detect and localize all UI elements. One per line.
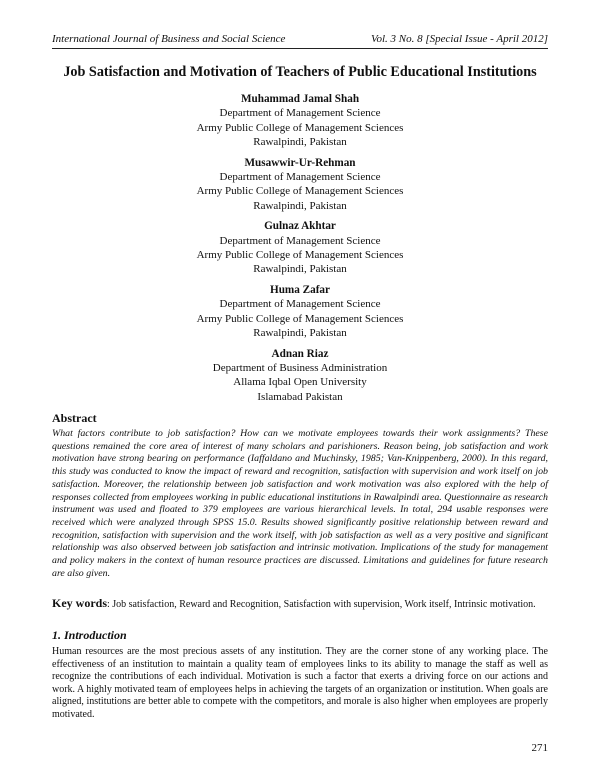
- author-block: [0, 347, 600, 405]
- author-block: [0, 219, 600, 277]
- running-header: [52, 33, 548, 45]
- keywords-text: : Job satisfaction, Reward and Recognition, Satisfaction with supervision, Work itself, Intrinsic motivation.: [107, 599, 536, 610]
- author-name: Musawwir-Ur-Rehman: [244, 156, 356, 169]
- issue-info: Vol. 3 No. 8 [Special Issue - April 2012]: [370, 33, 548, 45]
- author-block: [0, 283, 600, 341]
- author-affiliation-line: Army Public College of Management Sciences: [196, 249, 404, 262]
- author-name: Muhammad Jamal Shah: [240, 93, 360, 105]
- author-name: Huma Zafar: [270, 283, 330, 296]
- introduction-heading: 1. Introduction: [52, 628, 127, 642]
- author-block: [0, 156, 600, 214]
- author-affiliation-line: Department of Management Science: [219, 171, 381, 184]
- author-affiliation-line: Department of Business Administration: [212, 361, 388, 374]
- author-affiliation-line: Army Public College of Management Sciences: [196, 121, 404, 134]
- header-rule: [52, 48, 548, 49]
- paper-title: Job Satisfaction and Motivation of Teachers of Public Educational Institutions: [63, 64, 537, 80]
- author-affiliation-line: Department of Management Science: [219, 107, 381, 120]
- author-list: [0, 92, 600, 410]
- journal-name: International Journal of Business and Social Science: [52, 33, 286, 45]
- abstract-heading: Abstract: [52, 411, 97, 425]
- author-affiliation-line: Army Public College of Management Sciences: [196, 185, 404, 198]
- page-number: 271: [531, 742, 548, 754]
- author-affiliation-line: Army Public College of Management Sciences: [196, 312, 404, 325]
- author-affiliation-line: Allama Iqbal Open University: [233, 376, 367, 389]
- keywords: [52, 597, 548, 611]
- author-affiliation-line: Department of Management Science: [219, 234, 381, 247]
- author-affiliation-line: Rawalpindi, Pakistan: [253, 136, 347, 149]
- author-affiliation-line: Rawalpindi, Pakistan: [253, 199, 347, 212]
- author-affiliation-line: Islamabad Pakistan: [257, 390, 343, 403]
- abstract-text: What factors contribute to job satisfaction? How can we motivate employees towards their work assignments? These questions remained the core area of interest of many scholars and parishioners. Reason being, job satisfaction and work motivation have strong bearing on performance (Iaffaldano and Muchinsky, 1985; Van-Knippenberg, 2000). In this regard, this study was conducted to know the impact of reward and recognition, satisfaction with supervision and work itself on job satisfaction. Moreover, the relationship between job satisfaction and work motivation was also explored with the help of responses collected from employees working in public educational institutions in Rawalpindi area. Questionnaire as research instrument was used and floated to 379 employees are various hierarchical levels. In total, 294 usable responses were received which were analyzed through SPSS 15.0. Results showed significantly positive relationship between reward and recognition, satisfaction with supervision and the work itself, with job satisfaction as well as a very positive and significant relationship was also observed between job satisfaction and intrinsic motivation. Implications of the study for management and policy makers in the context of human resource practices are discussed. Limitations and guidelines for future research are also given.: [52, 428, 548, 579]
- author-affiliation-line: Department of Management Science: [219, 298, 381, 311]
- abstract-section: [52, 411, 548, 580]
- author-affiliation-line: Rawalpindi, Pakistan: [253, 263, 347, 276]
- introduction-text: Human resources are the most precious assets of any institution. They are the corner stone of any working place. The effectiveness of an institution to maintain a quality team of employees links to its ability to manage the staff as well as recognize the contributions of each individual. Motivation is such a factor that exerts a driving force on our actions and work. A highly motivated team of employees helps in achieving the targets of an organization or institution. When goals are aligned, institutions are better able to compete with the competitors, and morale is also higher when employees are properly motivated.: [52, 646, 548, 720]
- keywords-label: Key words: [52, 596, 107, 610]
- author-block: [0, 92, 600, 150]
- author-affiliation-line: Rawalpindi, Pakistan: [253, 327, 347, 340]
- author-name: Gulnaz Akhtar: [264, 220, 336, 233]
- author-name: Adnan Riaz: [271, 347, 329, 360]
